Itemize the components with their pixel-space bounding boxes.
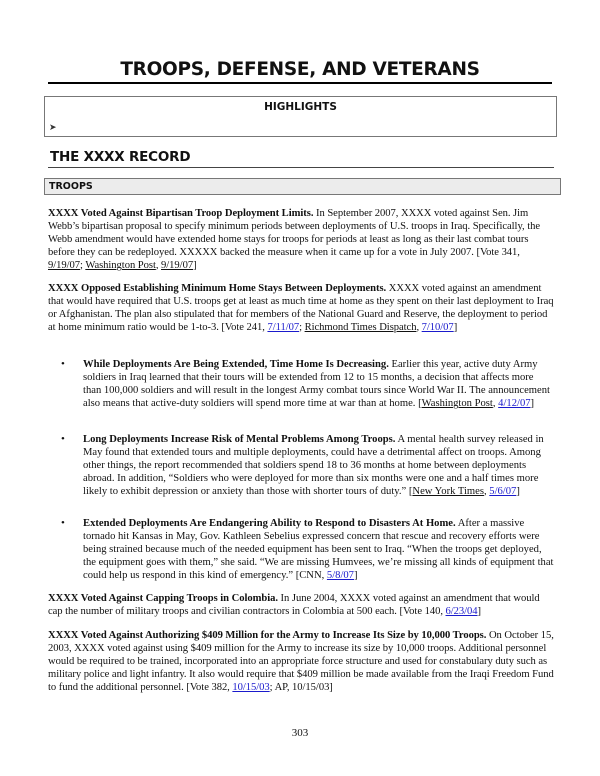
bullet-icon: • bbox=[61, 517, 65, 529]
punctuation: , bbox=[483, 486, 490, 498]
bullet-heading: Extended Deployments Are Endangering Ability to Respond to Disasters At Home. bbox=[83, 518, 456, 529]
citation-link[interactable]: 5/6/07 bbox=[489, 486, 517, 498]
citation-link[interactable]: 7/10/07 bbox=[421, 322, 454, 334]
page-title: TROOPS, DEFENSE, AND VETERANS bbox=[48, 59, 552, 84]
punctuation: ; bbox=[80, 260, 86, 272]
entry-body: In June 2004, XXXX voted against an amendment that would cap the number of military troops and civilian contractors in Colombia at 500 each. [Vote 140, bbox=[48, 593, 540, 618]
citation-link[interactable]: 5/8/07 bbox=[326, 570, 354, 582]
punctuation: , bbox=[155, 260, 162, 272]
punctuation: , bbox=[492, 398, 499, 410]
page-number: 303 bbox=[291, 727, 309, 739]
bullet-item bbox=[63, 517, 554, 582]
record-entry bbox=[48, 282, 554, 334]
entry-body: On October 15, 2003, XXXX voted against using $409 million for the Army to increase its size by 10,000 troops. Additional personnel would be required to be trained, incorporated into an appropriate force structure and used for constabulary duty such as military police and light infantry. It also would require that $409 million be made available from the Iraqi Freedom Fund to fund the additional personnel. [Vote 382, bbox=[48, 630, 554, 694]
record-entry bbox=[48, 592, 554, 618]
record-heading: THE XXXX RECORD bbox=[48, 149, 554, 168]
bullet-item bbox=[63, 433, 554, 498]
bullet-body: After a massive tornado hit Kansas in May, Gov. Kathleen Sebelius expressed concern that rescue and recovery efforts were being strained because much of the needed equipment has been sent to Iraq. “When the troops get deployed, the equipment goes with them,” she said. “We are missing Humvees, we’re missing all kinds of equipment that could help us respond in this kind of emergency.” [CNN, bbox=[83, 518, 554, 582]
bullet-heading: While Deployments Are Being Extended, Time Home Is Decreasing. bbox=[83, 359, 389, 370]
bullet-icon: • bbox=[61, 433, 65, 445]
citation-link[interactable]: 6/23/04 bbox=[445, 606, 478, 618]
punctuation: ] bbox=[530, 398, 535, 410]
entry-heading: XXXX Voted Against Bipartisan Troop Deployment Limits. bbox=[48, 208, 314, 219]
punctuation: , bbox=[416, 322, 422, 334]
entry-heading: XXXX Opposed Establishing Minimum Home Stays Between Deployments. bbox=[48, 283, 387, 294]
citation-link[interactable]: 9/19/07 bbox=[161, 260, 194, 272]
entry-body: In September 2007, XXXX voted against Sen. Jim Webb’s bipartisan proposal to specify minimum periods between deployments of U.S. troops in Iraq. Specifically, the Webb amendment would have extended home stays for troops for periods at least as long as their last combat tours before they can be redeployed. XXXXX backed the measure when it came up for a vote in July 2007. [Vote 341, bbox=[48, 208, 540, 259]
bullet-icon: • bbox=[61, 358, 65, 370]
citation-link[interactable]: New York Times bbox=[412, 486, 484, 498]
arrow-bullet-icon: ➤ bbox=[49, 123, 57, 133]
citation-link[interactable]: Washington Post bbox=[421, 398, 493, 410]
punctuation: ; bbox=[299, 322, 305, 334]
bullet-item bbox=[63, 358, 554, 410]
citation-link[interactable]: Washington Post bbox=[85, 260, 156, 272]
punctuation: ] bbox=[193, 260, 197, 272]
citation-link[interactable]: Richmond Times Dispatch bbox=[304, 322, 417, 334]
citation-link[interactable]: 7/11/07 bbox=[267, 322, 300, 334]
highlights-box bbox=[44, 96, 557, 137]
entry-heading: XXXX Voted Against Capping Troops in Colombia. bbox=[48, 593, 278, 604]
section-bar-troops: TROOPS bbox=[44, 178, 561, 195]
citation-link[interactable]: 10/15/03 bbox=[232, 682, 270, 694]
entry-heading: XXXX Voted Against Authorizing $409 Million for the Army to Increase Its Size by 10,000 Troops. bbox=[48, 630, 487, 641]
bullet-body: A mental health survey released in May found that extended tours and multiple deployments, could have a detrimental affect on troops. Among other things, the report recommended that soldiers spend 18 to 36 months at home between deployments abroad. In addition, “Soldiers who were deployed for more than six months were one and a half times more likely to exhibit depression or anxiety than those with shorter tours of duty.” [ bbox=[83, 434, 544, 498]
citation-link[interactable]: 9/19/07 bbox=[48, 260, 81, 272]
bullet-body: Earlier this year, active duty Army soldiers in Iraq learned that their tours will be extended from 12 to 15 months, a decision that affects more than 100,000 soldiers and will result in the longest Army combat tours since World War II. The announcement also means that active-duty soldiers will spend more time at war than at home. [ bbox=[83, 359, 550, 410]
entry-body: XXXX voted against an amendment that would have required that U.S. troops get at least as much time at home as they spent on their last deployment to Iraq or Afghanistan. The plan also stipulated that for members of the National Guard and Reserve, the deployment to period at home minimum ratio would be 1-to-3. [Vote 241, bbox=[48, 283, 554, 334]
punctuation: ] bbox=[516, 486, 520, 498]
punctuation: ] bbox=[453, 322, 458, 334]
highlights-title: HIGHLIGHTS bbox=[264, 101, 337, 113]
entry-tail: ; AP, 10/15/03] bbox=[269, 682, 333, 694]
punctuation: ] bbox=[353, 570, 358, 582]
punctuation: ] bbox=[477, 606, 482, 618]
record-entry bbox=[48, 629, 554, 694]
record-entry bbox=[48, 207, 554, 272]
bullet-heading: Long Deployments Increase Risk of Mental Problems Among Troops. bbox=[83, 434, 396, 445]
citation-link[interactable]: 4/12/07 bbox=[498, 398, 531, 410]
